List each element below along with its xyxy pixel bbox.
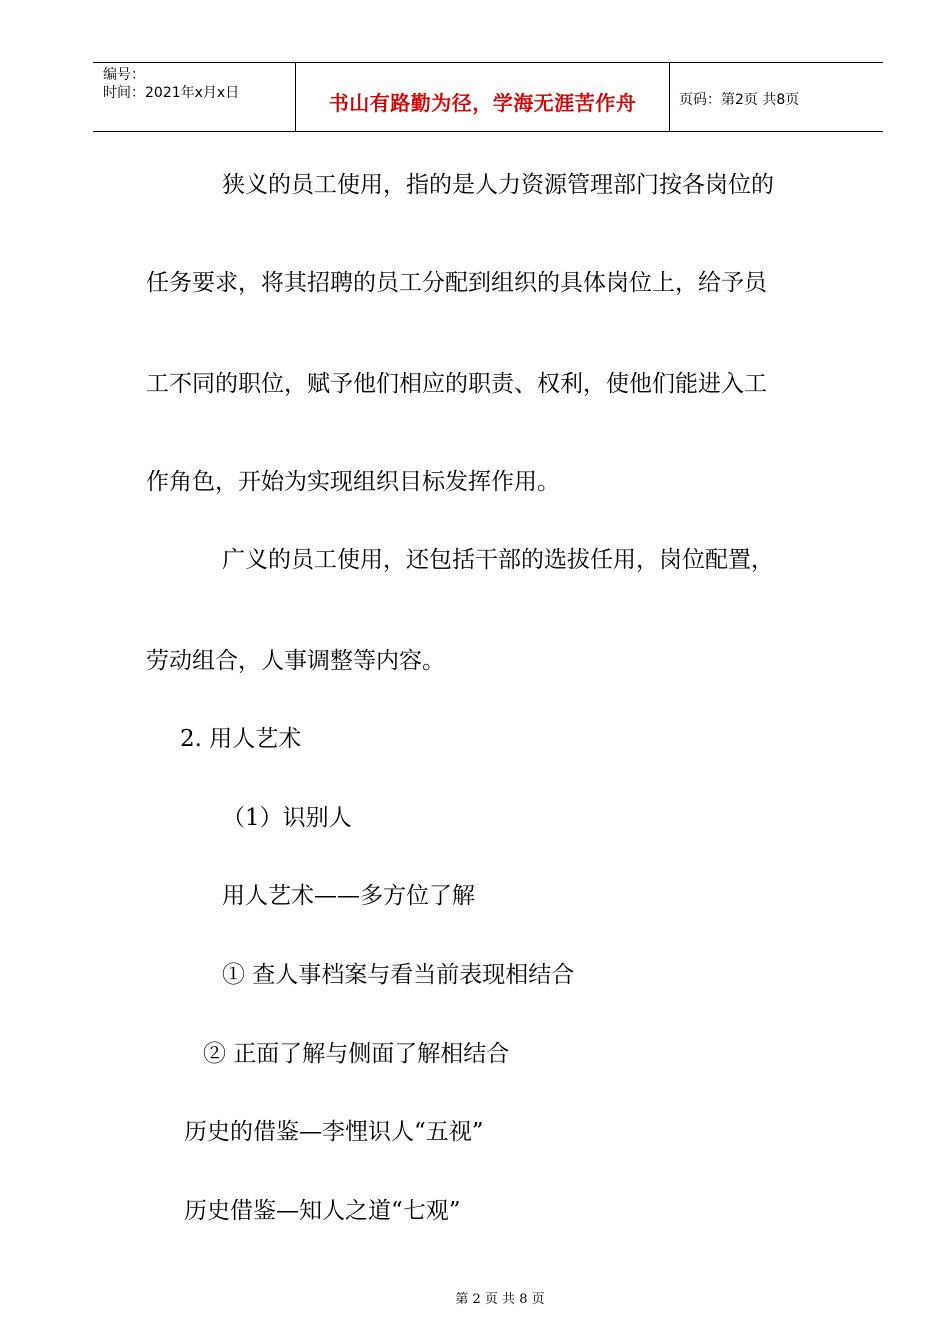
body-line: 作角色，开始为实现组织目标发挥作用。 (146, 469, 560, 495)
body-line: 工不同的职位，赋予他们相应的职责、权利，使他们能进入工 (146, 371, 767, 397)
header-page-info: 页码：第2页 共8页 (679, 92, 800, 108)
document-time-label: 时间：2021年x月x日 (103, 85, 240, 101)
document-number-label: 编号： (103, 67, 145, 83)
section-heading: 2. 用人艺术 (180, 726, 302, 752)
body-line: 劳动组合，人事调整等内容。 (146, 648, 445, 674)
subsection-heading: （1）识别人 (222, 805, 352, 831)
page-footer: 第 2 页 共 8 页 (455, 1292, 545, 1307)
document-header (93, 62, 883, 132)
header-page-cell (669, 63, 883, 131)
header-motto: 书山有路勤为径，学海无涯苦作舟 (328, 91, 637, 115)
header-meta-cell (93, 63, 295, 131)
list-item: ② 正面了解与侧面了解相结合 (203, 1041, 510, 1067)
body-line: 狭义的员工使用，指的是人力资源管理部门按各岗位的 (222, 172, 774, 198)
body-line: 历史借鉴—知人之道“七观” (184, 1198, 461, 1224)
body-line: 任务要求，将其招聘的员工分配到组织的具体岗位上，给予员 (146, 270, 767, 296)
body-line: 历史的借鉴—李悝识人“五视” (184, 1119, 484, 1145)
header-motto-cell (295, 63, 670, 131)
list-item: ① 查人事档案与看当前表现相结合 (222, 962, 575, 988)
body-line: 广义的员工使用，还包括干部的选拔任用，岗位配置， (222, 547, 774, 573)
body-line: 用人艺术——多方位了解 (222, 883, 475, 909)
